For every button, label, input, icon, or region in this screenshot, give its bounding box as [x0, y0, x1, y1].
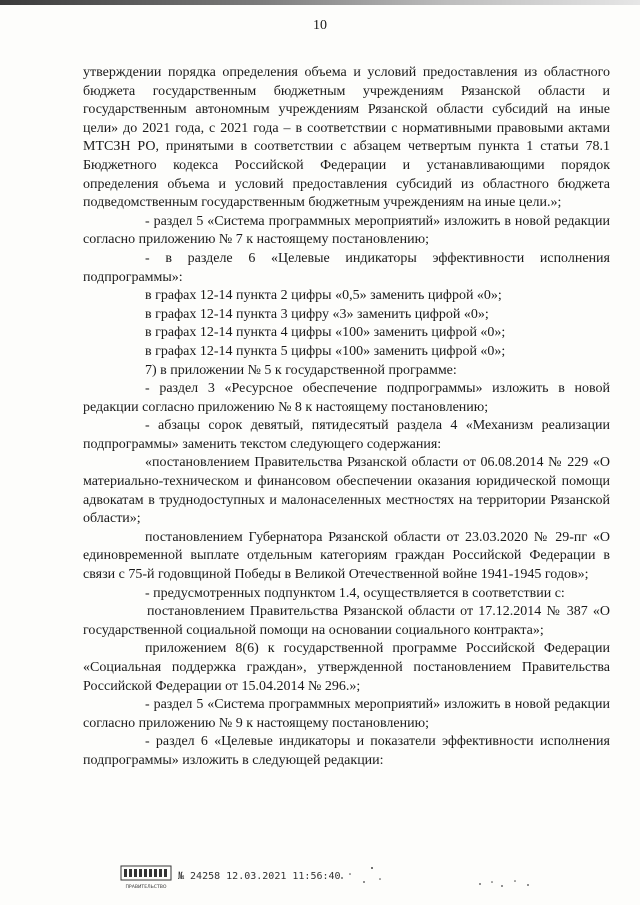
paragraph: - раздел 5 «Система программных мероприятий» изложить в новой редакции согласно приложению № 7 к настоящему постановлению; — [83, 213, 610, 248]
paragraph: - предусмотренных подпунктом 1.4, осуществляется в соответствии с: — [145, 585, 565, 601]
paragraph: постановлением Губернатора Рязанской области от 23.03.2020 № 29-пг «О единовременной выплате отдельным категориям граждан Российской Федерации в связи с 75-й годовщиной Победы в Великой Отечественной войне 1941-1945 годов»; — [83, 529, 610, 583]
paragraph: - раздел 5 «Система программных мероприятий» изложить в новой редакции согласно приложению № 9 к настоящему постановлению; — [83, 697, 610, 731]
registration-stamp: № 24258 12.03.2021 11:56:40 — [178, 871, 341, 882]
page-number: 10 — [313, 18, 327, 33]
paragraph: постановлением Правительства Рязанской области от 17.12.2014 № 387 «О государственной социальной помощи на основании социального контракта»; — [83, 604, 610, 638]
scan-noise — [330, 862, 550, 892]
paragraph: приложением 8(6) к государственной программе Российской Федерации «Социальная поддержка граждан», утвержденной постановлением Правительства Российской Федерации от 15.04.2014 № 296.»; — [83, 641, 610, 694]
scan-edge — [0, 0, 640, 5]
document-body — [83, 64, 610, 771]
paragraph: - раздел 6 «Целевые индикаторы и показатели эффективности исполнения подпрограммы» изложить в следующей редакции: — [83, 734, 610, 768]
paragraph: «постановлением Правительства Рязанской области от 06.08.2014 № 229 «О материально-техническом и финансовом обеспечении оказания юридической помощи адвокатам в труднодоступных и малонаселенных местностях на территории Рязанской области»; — [83, 455, 610, 527]
paragraph: утверждении порядка определения объема и условий предоставления из областного бюджета государственным бюджетным учреждениям Рязанской области и государственным автономным учреждениям Рязанской области субсидий на иные цели» до 2021 года, с 2021 года – в соответствии с нормативными правовыми актами МТСЗН РО, принятыми в соответствии с абзацем четвертым пункта 1 статьи 78.1 Бюджетного кодекса Российской Федерации и устанавливающими порядок определения объема и условий предоставления субсидий из областного бюджета подведомственным государственным бюджетным учреждениям на иные цели.»; — [83, 65, 610, 211]
paragraph: 7) в приложении № 5 к государственной программе: — [145, 362, 457, 378]
government-logo-icon — [120, 864, 172, 890]
paragraph: - в разделе 6 «Целевые индикаторы эффективности исполнения подпрограммы»: — [83, 250, 610, 285]
paragraph: в графах 12-14 пункта 5 цифры «100» заменить цифрой «0»; — [145, 343, 506, 359]
logo-caption: ПРАВИТЕЛЬСТВО — [125, 885, 167, 890]
paragraph: в графах 12-14 пункта 4 цифры «100» заменить цифрой «0»; — [145, 325, 506, 341]
paragraph: - раздел 3 «Ресурсное обеспечение подпрограммы» изложить в новой редакции согласно приложению № 8 к настоящему постановлению; — [83, 381, 610, 415]
paragraph: в графах 12-14 пункта 3 цифру «3» заменить цифрой «0»; — [145, 306, 489, 322]
paragraph: - абзацы сорок девятый, пятидесятый раздела 4 «Механизм реализации подпрограммы» заменить текстом следующего содержания: — [83, 418, 610, 452]
paragraph: в графах 12-14 пункта 2 цифры «0,5» заменить цифрой «0»; — [145, 288, 502, 304]
